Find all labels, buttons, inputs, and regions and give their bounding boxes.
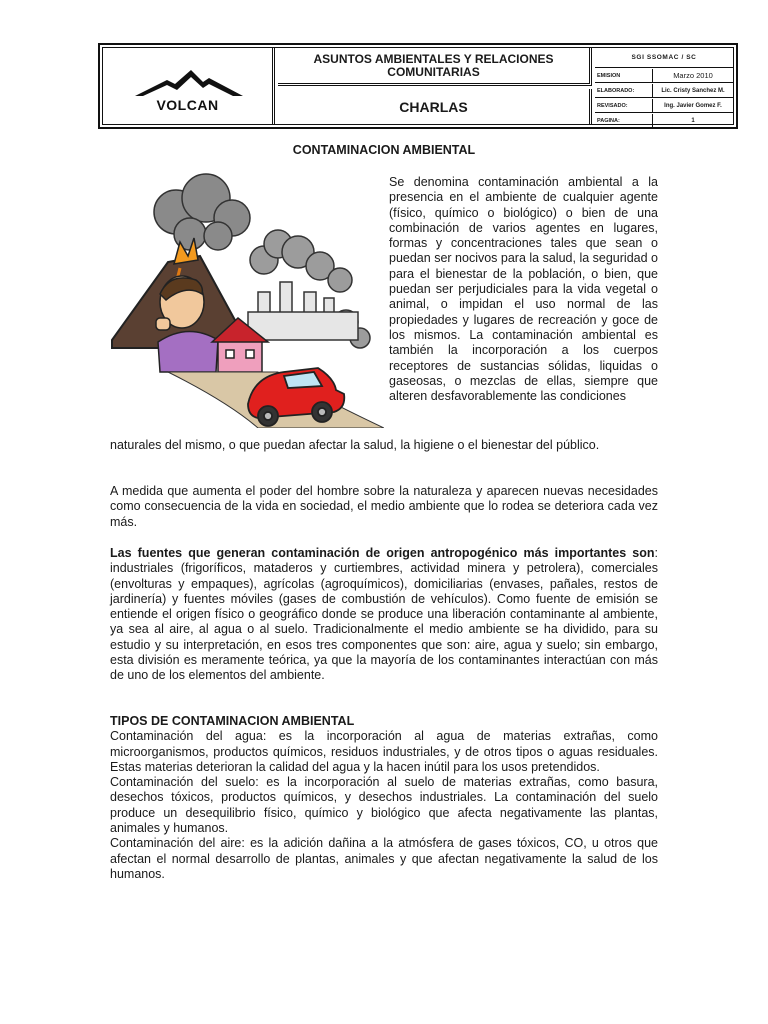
intro-paragraph: Se denomina contaminación ambiental a la presencia en el ambiente de cualquier agente (físico, químico o biológico) o bien de una combinación de varios agentes en lugares, formas y concentraciones tales que sean o puedan ser nocivos para la salud, la seguridad o para el bienestar de la población, o bien, que puedan ser perjudiciales para la vida vegetal o animal, o impidan el uso normal de las propiedades y lugares de recreación y goce de los mismos. La contaminación ambiental es también la incorporación a los cuerpos receptores de sustancias sólidas, liquidas o gaseosas, o mezclas de ellas, siempre que alteren desfavorablemente las condiciones — [389, 175, 658, 404]
meta-row-emision — [595, 69, 733, 83]
header-table — [102, 47, 734, 125]
document-code: SGI SSOMAC / SC — [595, 48, 733, 68]
meta-value: Marzo 2010 — [673, 71, 713, 80]
logo-cell — [103, 48, 275, 124]
header-title: ASUNTOS AMBIENTALES Y RELACIONES COMUNITARIAS — [278, 48, 592, 86]
meta-value: Ing. Javier Gomez F. — [664, 102, 722, 109]
intro-paragraph-continuation: naturales del mismo, o que puedan afectar la salud, la higiene o el bienestar del público. — [110, 438, 600, 452]
paragraph-fuentes — [110, 546, 658, 684]
logo-text: VOLCAN — [156, 97, 219, 113]
meta-label: ELABORADO: — [595, 84, 653, 97]
document-header — [98, 43, 738, 129]
meta-row-elaborado — [595, 84, 733, 98]
pollution-illustration — [108, 172, 384, 428]
meta-row-revisado — [595, 99, 733, 113]
meta-value: Lic. Cristy Sanchez M. — [661, 87, 725, 94]
header-subtitle: CHARLAS — [278, 89, 592, 125]
section-title: TIPOS DE CONTAMINACION AMBIENTAL — [110, 714, 355, 728]
meta-value: 1 — [691, 118, 695, 124]
document-title: CONTAMINACION AMBIENTAL — [292, 143, 476, 157]
meta-row-pagina — [595, 114, 733, 128]
volcano-smoke — [154, 174, 250, 250]
meta-label: EMISION — [595, 69, 653, 82]
section-tipos — [110, 714, 658, 882]
fuentes-bold-lead: Las fuentes que generan contaminación de origen antropogénico más importantes son — [110, 546, 655, 560]
meta-label: REVISADO: — [595, 99, 653, 112]
meta-label: PAGINA: — [595, 114, 653, 128]
paragraph-contaminacion-suelo: Contaminación del suelo: es la incorporación al suelo de materias extrañas, como basura, desechos tóxicos, productos químicos, y desechos industriales. La contaminación del suelo produce un desequilibrio físico, químico y biológico que afecta negativamente las plantas, animales y humanos. — [110, 775, 658, 836]
fuentes-body: : industriales (frigoríficos, mataderos y curtiembres, actividad minera y petrolera), comerciales (envolturas y empaques), agrícolas (agroquímicos), domiciliarias (envases, pañales, restos de jardinería) y fuentes móviles (gases de combustión de vehículos). Como fuente de emisión se entiende el origen físico o geográfico donde se produce una liberación contaminante al ambiente, ya sea al aire, al agua o al suelo. Tradicionalmente el medio ambiente se ha dividido, para su estudio y su interpretación, en esos tres componentes que son: aire, agua y suelo; sin embargo, esta división es meramente teórica, ya que la mayoría de los contaminantes interactúan con más de uno de los elementos del ambiente. — [110, 546, 658, 683]
paragraph-contaminacion-agua: Contaminación del agua: es la incorporación al agua de materias extrañas, como microorganismos, productos químicos, residuos industriales, y de otros tipos o aguas residuales. Estas materias deterioran la calidad del agua y la hacen inútil para los usos pretendidos. — [110, 729, 658, 774]
paragraph-poder-hombre: A medida que aumenta el poder del hombre sobre la naturaleza y aparecen nuevas necesidades como consecuencia de la vida en sociedad, el medio ambiente que lo rodea se deteriora cada vez más. — [110, 484, 658, 529]
paragraph-contaminacion-aire: Contaminación del aire: es la adición dañina a la atmósfera de gases tóxicos, CO, u otros que afectan el normal desarrollo de plantas, animales y que afectan negativamente la salud de los humanos. — [110, 836, 658, 881]
mountain-logo-icon — [133, 68, 245, 98]
